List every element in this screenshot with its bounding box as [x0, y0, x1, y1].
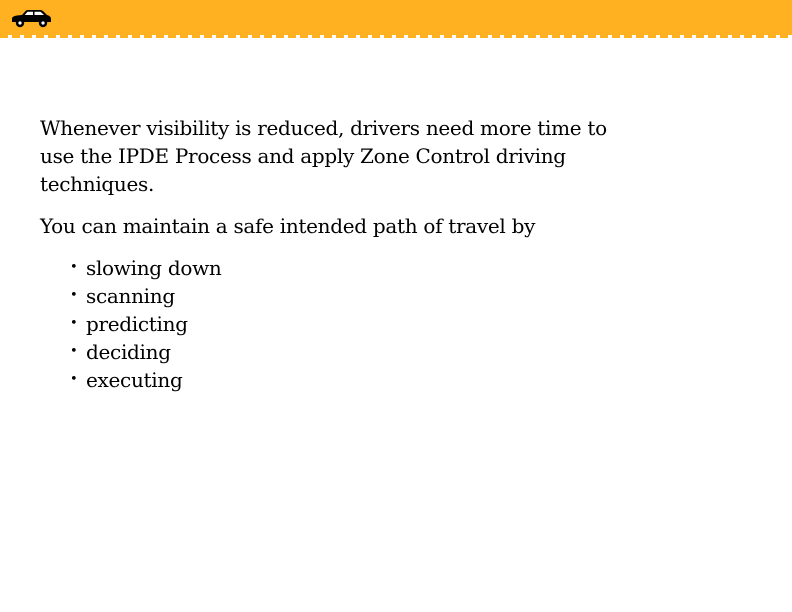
- header-band-tooth: [576, 34, 584, 38]
- bullet-dot-icon: •: [70, 316, 78, 331]
- header-band-tooth: [420, 34, 428, 38]
- header-band-tooth: [360, 34, 368, 38]
- header-band-tooth: [216, 34, 224, 38]
- header-band-tooth: [744, 34, 752, 38]
- header-band-tooth: [180, 34, 188, 38]
- header-band-tooth: [720, 34, 728, 38]
- list-item-label: scanning: [86, 284, 175, 308]
- header-band-tooth: [564, 34, 572, 38]
- car-icon: [10, 9, 52, 28]
- header-band-tooth: [384, 34, 392, 38]
- list-item: [70, 366, 610, 394]
- header-band-tooth: [96, 34, 104, 38]
- list-item-label: predicting: [86, 312, 188, 336]
- header-band-tooth: [624, 34, 632, 38]
- header-band-tooth: [108, 34, 116, 38]
- header-band-tooth: [300, 34, 308, 38]
- header-band-tooth: [492, 34, 500, 38]
- header-band-tooth: [636, 34, 644, 38]
- header-band-tooth: [588, 34, 596, 38]
- header-band-tooth: [480, 34, 488, 38]
- header-band-tooth: [168, 34, 176, 38]
- header-band-tooth: [708, 34, 716, 38]
- header-band-tooth: [696, 34, 704, 38]
- header-band-tooth: [84, 34, 92, 38]
- header-band-tooth: [612, 34, 620, 38]
- paragraph-path-intro: You can maintain a safe intended path of travel by: [40, 214, 536, 238]
- header-band-tooth: [684, 34, 692, 38]
- header-band-tooth: [444, 34, 452, 38]
- header-band-tooth: [264, 34, 272, 38]
- header-band-tooth: [192, 34, 200, 38]
- bullet-dot-icon: •: [70, 260, 78, 275]
- list-item-label: slowing down: [86, 256, 222, 280]
- header-band-tooth: [756, 34, 764, 38]
- header-band-tooth: [288, 34, 296, 38]
- paragraph-visibility: Whenever visibility is reduced, drivers need more time to use the IPDE Process and apply Zone Control driving techniques.: [40, 116, 607, 196]
- header-band-tooth: [516, 34, 524, 38]
- header-band-tooth: [228, 34, 236, 38]
- header-band-tooth: [12, 34, 20, 38]
- header-band-tooth: [408, 34, 416, 38]
- list-item-label: deciding: [86, 340, 171, 364]
- header-band-tooth: [132, 34, 140, 38]
- list-item: [70, 338, 610, 366]
- header-band-tooth: [768, 34, 776, 38]
- header-band-tooth: [60, 34, 68, 38]
- header-band-tooth: [0, 34, 8, 38]
- slide-body: [40, 114, 610, 394]
- header-band-tooth: [468, 34, 476, 38]
- header-band-tooth: [324, 34, 332, 38]
- header-band-tooth: [24, 34, 32, 38]
- header-band-tooth: [600, 34, 608, 38]
- header-band-tooth: [48, 34, 56, 38]
- header-band-tooth: [540, 34, 548, 38]
- header-band-tooth: [240, 34, 248, 38]
- header-band-tooth: [312, 34, 320, 38]
- header-band-tooth: [276, 34, 284, 38]
- header-band-tooth: [528, 34, 536, 38]
- header-band-fill: [0, 0, 792, 35]
- header-band-tooth: [156, 34, 164, 38]
- header-band: [0, 0, 792, 40]
- header-band-tooth: [648, 34, 656, 38]
- bullet-dot-icon: •: [70, 344, 78, 359]
- header-band-tooth: [672, 34, 680, 38]
- header-band-tooth: [252, 34, 260, 38]
- list-item-label: executing: [86, 368, 183, 392]
- bullet-dot-icon: •: [70, 288, 78, 303]
- list-item: [70, 310, 610, 338]
- list-item: [70, 254, 610, 282]
- header-band-tooth: [36, 34, 44, 38]
- header-band-tooth: [120, 34, 128, 38]
- header-band-tooth: [552, 34, 560, 38]
- header-band-tooth: [144, 34, 152, 38]
- list-item: [70, 282, 610, 310]
- header-band-tooth: [204, 34, 212, 38]
- header-band-tooth: [780, 34, 788, 38]
- header-band-tooth: [660, 34, 668, 38]
- header-band-tooth: [372, 34, 380, 38]
- bullet-dot-icon: •: [70, 372, 78, 387]
- header-band-tooth: [72, 34, 80, 38]
- bullet-list: [40, 254, 610, 394]
- header-band-tooth: [432, 34, 440, 38]
- header-band-tooth: [732, 34, 740, 38]
- header-band-tooth: [456, 34, 464, 38]
- header-band-tooth: [348, 34, 356, 38]
- header-band-tooth: [504, 34, 512, 38]
- header-band-tooth: [336, 34, 344, 38]
- header-band-tooth: [396, 34, 404, 38]
